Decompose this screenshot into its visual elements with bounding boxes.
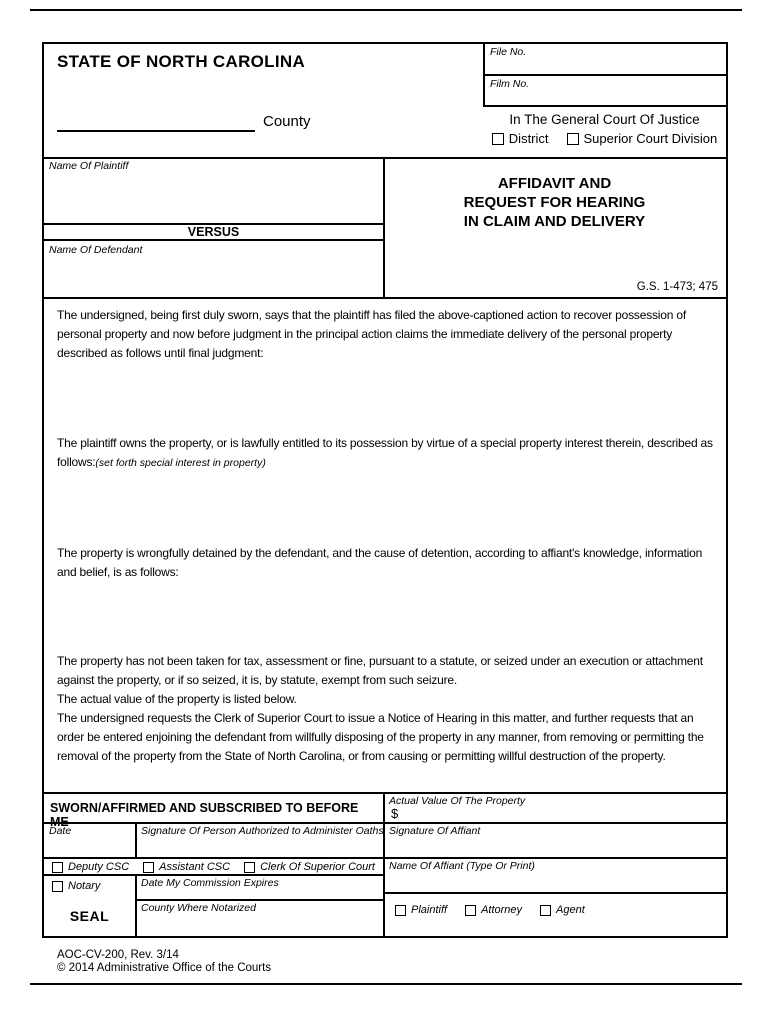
paragraph-filed-action: The undersigned, being first duly sworn, says that the plaintiff has filed the above-captioned action to recover possession of personal property and now before judgment in the principal action claims the immediate delivery of the personal property described as follows until final judgment: — [57, 308, 686, 360]
bottom-page-rule — [30, 983, 742, 985]
notary-checkbox-row — [52, 880, 100, 892]
signature-of-affiant-label: Signature Of Affiant — [389, 825, 481, 837]
agent-checkbox[interactable] — [540, 904, 585, 916]
clerk-checkbox[interactable] — [244, 861, 375, 873]
deputy-csc-checkbox[interactable] — [52, 861, 129, 873]
checkbox-icon — [540, 905, 551, 916]
special-interest-input-area[interactable] — [57, 476, 717, 540]
name-of-defendant-label: Name Of Defendant — [49, 244, 143, 256]
division-checkbox-row — [483, 131, 726, 146]
assistant-csc-checkbox[interactable] — [143, 861, 230, 873]
film-no-label: Film No. — [490, 78, 530, 90]
seal-label: SEAL — [69, 908, 110, 924]
paragraph-wrongful-detention: The property is wrongfully detained by the defendant, and the cause of detention, according to affiant's knowledge, information and belief, is as follows: — [57, 546, 703, 579]
form-title-line-2: REQUEST FOR HEARING — [463, 194, 646, 211]
currency-symbol: $ — [391, 806, 399, 821]
clerk-checkbox-label: Clerk Of Superior Court — [260, 861, 375, 873]
officer-row-divider — [44, 857, 726, 859]
sworn-title: SWORN/AFFIRMED AND SUBSCRIBED TO BEFORE ME — [50, 801, 359, 829]
actual-value-label: Actual Value Of The Property — [389, 795, 526, 807]
affiant-capacity-divider — [383, 892, 726, 894]
checkbox-icon — [567, 133, 579, 145]
officer-checkbox-row — [52, 861, 375, 873]
court-title: In The General Court Of Justice — [509, 112, 700, 127]
superior-court-checkbox[interactable] — [567, 131, 718, 146]
notary-row-divider — [44, 874, 383, 876]
state-title: STATE OF NORTH CAROLINA — [57, 52, 306, 71]
district-checkbox-label: District — [508, 131, 549, 146]
property-description-input-area[interactable] — [57, 366, 717, 430]
commission-expires-label: Date My Commission Expires — [141, 877, 279, 889]
form-title — [383, 174, 726, 231]
form-border-box — [42, 42, 728, 938]
bottom-table-column-divider — [383, 792, 385, 936]
file-no-field[interactable] — [483, 44, 726, 76]
checkbox-icon — [395, 905, 406, 916]
bottom-table-top-border — [44, 792, 726, 794]
date-signature-divider — [135, 822, 137, 857]
notary-checkbox-label: Notary — [68, 880, 101, 892]
file-no-label: File No. — [490, 46, 527, 58]
paragraph-ownership — [57, 434, 717, 473]
caption-divider — [44, 297, 726, 299]
checkbox-icon — [52, 862, 63, 873]
deputy-csc-checkbox-label: Deputy CSC — [68, 861, 130, 873]
statute-reference: G.S. 1-473; 475 — [636, 281, 718, 293]
notary-checkbox[interactable] — [52, 880, 100, 892]
county-notarized-label: County Where Notarized — [141, 902, 256, 914]
plaintiff-checkbox[interactable] — [395, 904, 447, 916]
attorney-checkbox-label: Attorney — [481, 904, 523, 916]
checkbox-icon — [492, 133, 504, 145]
paragraph-not-seized: The property has not been taken for tax, assessment or fine, pursuant to a statute, or seized under an execution or attachment against the property, or if so seized, it is, by statute, exempt from such seizure. — [57, 654, 703, 687]
county-name-field[interactable] — [57, 102, 255, 130]
name-of-affiant-label: Name Of Affiant (Type Or Print) — [389, 860, 535, 872]
assistant-csc-checkbox-label: Assistant CSC — [159, 861, 231, 873]
form-title-line-3: IN CLAIM AND DELIVERY — [463, 213, 646, 230]
header-divider — [44, 157, 726, 159]
county-input-line[interactable] — [57, 130, 255, 132]
county-notarized-divider — [135, 899, 383, 901]
top-page-rule — [30, 9, 742, 11]
checkbox-icon — [52, 881, 63, 892]
form-number: AOC-CV-200, Rev. 3/14 — [57, 949, 179, 961]
county-label: County — [263, 113, 311, 130]
agent-checkbox-label: Agent — [556, 904, 585, 916]
plaintiff-checkbox-label: Plaintiff — [411, 904, 448, 916]
film-no-field[interactable] — [483, 76, 726, 107]
versus-label: VERSUS — [44, 223, 383, 241]
district-checkbox[interactable] — [492, 131, 549, 146]
name-of-plaintiff-label: Name Of Plaintiff — [49, 160, 129, 172]
oath-date-label: Date — [49, 825, 72, 837]
superior-court-checkbox-label: Superior Court Division — [583, 131, 718, 146]
paragraph-ownership-note: (set forth special interest in property) — [95, 457, 266, 469]
form-title-line-1: AFFIDAVIT AND — [497, 175, 612, 192]
copyright-line: © 2014 Administrative Office of the Courts — [57, 962, 272, 974]
notary-commission-divider — [135, 874, 137, 936]
checkbox-icon — [244, 862, 255, 873]
attorney-checkbox[interactable] — [465, 904, 522, 916]
affiant-capacity-checkbox-row — [395, 904, 585, 916]
checkbox-icon — [143, 862, 154, 873]
detention-cause-input-area[interactable] — [57, 584, 717, 648]
oath-signature-label: Signature Of Person Authorized to Administer Oaths — [141, 825, 384, 837]
paragraph-request-hearing: The undersigned requests the Clerk of Superior Court to issue a Notice of Hearing in this matter, and further requests that an order be entered enjoining the defendant from willfully disposing of the property in any manner, from removing or permitting the removal of the property from the State of North Carolina, or from causing or permitting willful destruction of the property. — [57, 711, 704, 763]
paragraph-ownership-text: The plaintiff owns the property, or is lawfully entitled to its possession by virtue of a special property interest therein, described as follows: — [57, 436, 713, 469]
paragraph-actual-value: The actual value of the property is listed below. — [57, 692, 297, 706]
sworn-row-divider — [44, 822, 726, 824]
checkbox-icon — [465, 905, 476, 916]
